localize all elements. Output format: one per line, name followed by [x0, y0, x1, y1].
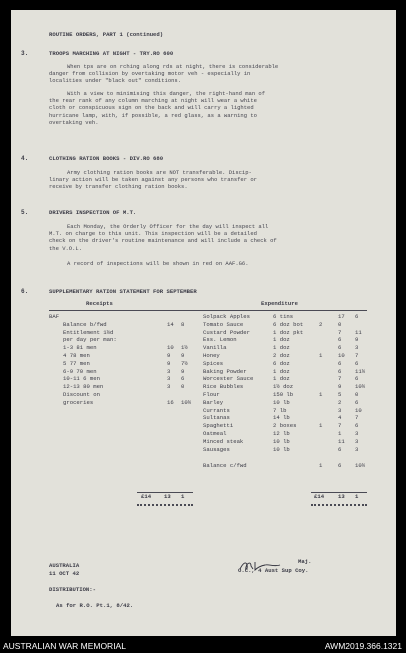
expenditure-row-pounds: 2	[319, 320, 323, 328]
receipts-row-shillings: 9	[167, 359, 171, 367]
section-3-title: TROOPS MARCHING AT NIGHT - TRY.RO 600	[49, 50, 174, 57]
distribution-label: DISTRIBUTION:-	[49, 586, 96, 593]
expenditure-row-qty: 6 doz bot	[273, 320, 304, 328]
expenditure-row-shillings: 6	[338, 336, 342, 344]
section-5-title: DRIVERS INSPECTION OF M.T.	[49, 209, 137, 216]
expenditure-total-shillings: 13	[338, 493, 345, 500]
balance-cfwd-shillings: 6	[338, 462, 342, 470]
expenditure-row-pence: 11	[355, 328, 362, 336]
expenditure-row-shillings: 2	[338, 398, 342, 406]
expenditure-row-pounds: 1	[319, 422, 323, 430]
receipts-total-pence: 1	[181, 493, 185, 500]
expenditure-row-qty: 6 doz	[273, 359, 290, 367]
receipts-row-label: 12-13 80 men	[63, 383, 104, 391]
expenditure-row-shillings: 7	[338, 375, 342, 383]
expenditure-row-qty: 2 boxes	[273, 422, 297, 430]
expenditure-row-item: Vanilla	[203, 344, 227, 352]
expenditure-row-item: Honey	[203, 352, 220, 359]
expenditure-row-item: Sausages	[203, 445, 230, 453]
section-3-paragraph-2: With a view to minimising this danger, the right-hand man of the rear rank of any column marching at night will wear a white cloth or conspicuous sign on the back and will carry a lighted hurricane lamp, with, if possible, a red glass, as a warning to overtaking veh.	[49, 90, 266, 126]
receipts-row-pence: 8	[181, 320, 185, 328]
expenditure-row-qty: 1 doz	[273, 367, 290, 375]
expenditure-row-item: Custard Powder	[203, 328, 250, 336]
expenditure-row-item: Sultanas	[203, 414, 230, 422]
receipts-total-shillings: 13	[164, 493, 171, 500]
section-3-paragraph-1: When tps are on rching along rds at night, there is considerable danger from collision by overtaking motor veh - especially in localities under "black out" conditions.	[49, 63, 279, 85]
expenditure-row-pence: 6	[355, 359, 359, 367]
expenditure-row-qty: 10 lb	[273, 437, 290, 445]
expenditure-row-qty: 1 doz	[273, 344, 290, 352]
expenditure-row-pounds: 1	[319, 391, 323, 398]
expenditure-row-pence: 3	[355, 344, 359, 352]
expenditure-row-item: Currants	[203, 406, 230, 414]
receipts-header: Receipts	[86, 300, 113, 307]
section-5-paragraph-2: A record of inspections will be shown in red on AAF.G6.	[67, 260, 249, 267]
expenditure-header: Expenditure	[261, 300, 298, 307]
expenditure-row-item: Barley	[203, 398, 224, 406]
expenditure-row-item: Minced steak	[203, 437, 244, 445]
expenditure-row-qty: 2 doz	[273, 352, 290, 359]
expenditure-row-pounds: 1	[319, 352, 323, 359]
expenditure-row-shillings: 3	[338, 406, 342, 414]
receipts-row-label: Entitlement 1½d	[63, 328, 114, 336]
expenditure-row-item: Rice Bubbles	[203, 383, 244, 391]
receipts-row-shillings: 16	[167, 398, 174, 406]
expenditure-row-pence: 6	[355, 422, 359, 430]
expenditure-total-pence: 1	[355, 493, 359, 500]
section-6-title: SUPPLEMENTARY RATION STATEMENT FOR SEPTEMBER	[49, 288, 197, 295]
expenditure-row-shillings: 11	[338, 437, 345, 445]
expenditure-row-shillings: 6	[338, 445, 342, 453]
expenditure-row-qty: 150 lb	[273, 391, 294, 398]
expenditure-row-qty: 10 lb	[273, 398, 290, 406]
receipts-row-pence: 10½	[181, 398, 192, 406]
receipts-row-pence: 0	[181, 383, 185, 391]
section-4-paragraph-1: Army clothing ration books are NOT transferable. Discip- linary action will be taken against any persons who transfer or receive by transfer clothing ration books.	[49, 169, 257, 191]
balance-cfwd-label: Balance c/fwd	[203, 462, 247, 470]
receipts-row-shillings: 10	[167, 344, 174, 352]
expenditure-row-item: Flour	[203, 391, 220, 398]
expenditure-row-qty: 1 doz	[273, 336, 290, 344]
section-6-number: 6.	[21, 288, 29, 295]
expenditure-double-rule	[311, 504, 367, 506]
expenditure-row-shillings: 10	[338, 352, 345, 359]
expenditure-row-item: Spaghetti	[203, 422, 234, 430]
expenditure-row-pence: 10½	[355, 383, 366, 391]
expenditure-row-item: Worcester Sauce	[203, 375, 254, 383]
receipts-row-label: Discount on	[63, 391, 100, 398]
expenditure-row-item: Tomato Sauce	[203, 320, 244, 328]
expenditure-row-pence: 7	[355, 414, 359, 422]
header-rule	[49, 310, 367, 311]
expenditure-row-item: Solpack Apples	[203, 313, 250, 320]
expenditure-row-pence: 3	[355, 445, 359, 453]
distribution-text: As for R.O. Pt.1, 8/42.	[56, 602, 134, 609]
expenditure-row-shillings: 6	[338, 367, 342, 375]
expenditure-row-item: Baking Powder	[203, 367, 247, 375]
balance-cfwd-pence: 10½	[355, 462, 366, 470]
receipts-row-pence: 7½	[181, 359, 188, 367]
expenditure-row-shillings: 6	[338, 359, 342, 367]
expenditure-row-item: Spices	[203, 359, 224, 367]
closing-appointment: O.C., 4 Aust Sup Coy.	[238, 567, 309, 574]
expenditure-row-pence: 7	[355, 352, 359, 359]
expenditure-row-pence: 10	[355, 406, 362, 414]
expenditure-row-pence: 3	[355, 437, 359, 445]
expenditure-row-pence: 6	[355, 375, 359, 383]
expenditure-total-pounds: £14	[314, 493, 325, 500]
receipts-row-shillings: 3	[167, 383, 171, 391]
closing-date: 11 OCT 42	[49, 570, 80, 577]
expenditure-row-shillings: 7	[338, 328, 342, 336]
expenditure-row-qty: 1 doz pkt	[273, 328, 304, 336]
expenditure-row-shillings: 0	[338, 320, 342, 328]
receipts-row-label: 6-9 70 men	[63, 367, 97, 375]
expenditure-row-shillings: 17	[338, 313, 345, 320]
receipts-row-pence: 1½	[181, 344, 188, 352]
closing-rank: Maj.	[298, 558, 312, 565]
receipts-row-pence: 9	[181, 352, 185, 359]
expenditure-row-shillings: 7	[338, 422, 342, 430]
expenditure-row-qty: 14 lb	[273, 414, 290, 422]
signature-image	[237, 559, 283, 573]
section-5-paragraph-1: Each Monday, the Orderly Officer for the day will inspect all M.T. on charge to this unit. This inspection will be a detailed check on the driver's routine maintenance and will include a check of the V.O.L.	[49, 223, 277, 252]
section-5-number: 5.	[21, 209, 29, 216]
receipts-row-pence: 6	[181, 375, 185, 383]
expenditure-row-shillings: 9	[338, 383, 342, 391]
expenditure-row-qty: 6 tins	[273, 313, 294, 320]
receipts-row-shillings: 3	[167, 375, 171, 383]
receipts-row-label: per day per man:	[63, 336, 117, 344]
receipts-row-pence: 9	[181, 367, 185, 375]
receipts-total-pounds: £14	[141, 493, 152, 500]
expenditure-row-pence: 11½	[355, 367, 366, 375]
receipts-row-label: 10-11 6 men	[63, 375, 100, 383]
footer-right-id: AWM2019.366.1321	[324, 641, 402, 651]
expenditure-row-pence: 6	[355, 313, 359, 320]
expenditure-row-pence: 0	[355, 391, 359, 398]
closing-place: AUSTRALIA	[49, 562, 80, 569]
footer-bar	[0, 638, 406, 653]
footer-left-credit: AUSTRALIAN WAR MEMORIAL	[3, 641, 126, 651]
expenditure-row-shillings: 5	[338, 391, 342, 398]
receipts-double-rule	[137, 504, 193, 506]
receipts-row-shillings: 3	[167, 367, 171, 375]
receipts-row-label: BAF	[49, 313, 60, 320]
expenditure-row-qty: 10 lb	[273, 445, 290, 453]
expenditure-row-qty: 1 doz	[273, 375, 290, 383]
expenditure-row-pence: 3	[355, 430, 359, 437]
receipts-row-label: 5 77 men	[63, 359, 90, 367]
balance-cfwd-pounds: 1	[319, 462, 323, 470]
expenditure-row-shillings: 6	[338, 344, 342, 352]
expenditure-row-qty: 12 lb	[273, 430, 290, 437]
receipts-row-shillings: 14	[167, 320, 174, 328]
receipts-row-shillings: 9	[167, 352, 171, 359]
receipts-row-label: Balance b/fwd	[63, 320, 107, 328]
page-heading: ROUTINE ORDERS, PART 1 (continued)	[49, 31, 164, 38]
section-4-title: CLOTHING RATION BOOKS - DIV.RO 680	[49, 155, 164, 162]
expenditure-row-pence: 9	[355, 336, 359, 344]
expenditure-row-qty: 1½ doz	[273, 383, 294, 391]
receipts-row-label: groceries	[63, 398, 94, 406]
expenditure-row-shillings: 4	[338, 414, 342, 422]
section-3-number: 3.	[21, 50, 29, 57]
expenditure-row-item: Ess. Lemon	[203, 336, 237, 344]
expenditure-row-shillings: 1	[338, 430, 342, 437]
receipts-row-label: 1-3 81 men	[63, 344, 97, 352]
section-4-number: 4.	[21, 155, 29, 162]
receipts-row-label: 4 78 men	[63, 352, 90, 359]
expenditure-row-item: Oatmeal	[203, 430, 227, 437]
document-page	[11, 10, 396, 636]
expenditure-row-pence: 6	[355, 398, 359, 406]
expenditure-row-qty: 7 lb	[273, 406, 287, 414]
